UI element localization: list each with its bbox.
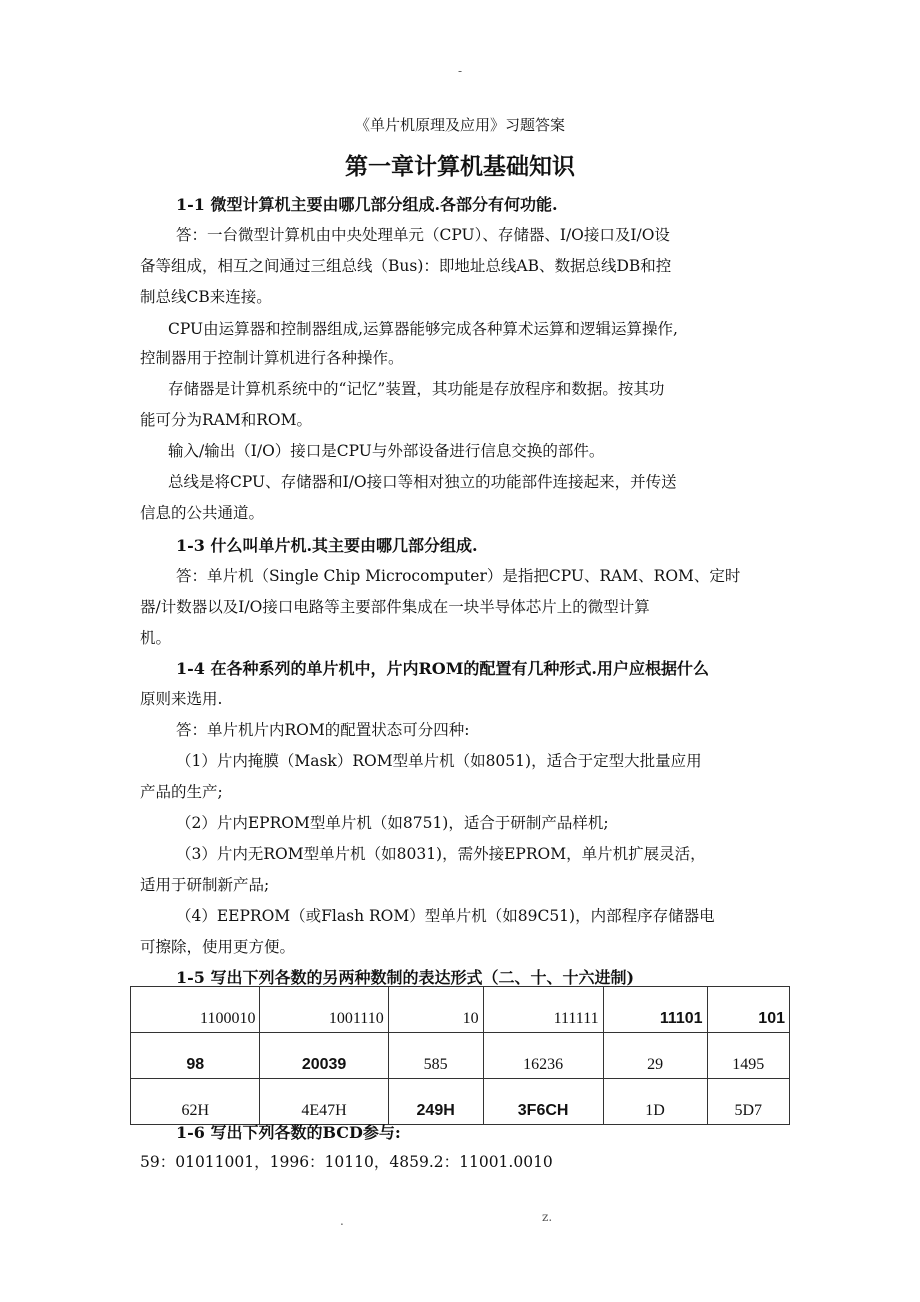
answer-1-6: 59：01011001，1996：10110，4859.2：11001.0010 [140, 1153, 553, 1171]
table-cell: 4E47H [260, 1079, 388, 1125]
cpu-paragraph-line2: 控制器用于控制计算机进行各种操作。 [140, 349, 404, 367]
table-cell: 16236 [483, 1033, 603, 1079]
bus-paragraph-line1: 总线是将CPU、存储器和I/O接口等相对独立的功能部件连接起来，并传送 [168, 473, 677, 491]
table-cell: 11101 [603, 987, 707, 1033]
footer-right-mark: z. [542, 1210, 553, 1224]
table-cell: 1100010 [131, 987, 260, 1033]
document-subtitle: 《单片机原理及应用》习题答案 [354, 116, 565, 134]
table-row [131, 1033, 790, 1079]
table-cell: 5D7 [707, 1079, 789, 1125]
table-cell: 111111 [483, 987, 603, 1033]
answer-1-4-item4-line1: （4）EEPROM（或Flash ROM）型单片机（如89C51)，内部程序存储器电 [176, 907, 715, 925]
page-header-mark: - [457, 64, 463, 78]
answer-1-3-line1: 答：单片机（Single Chip Microcomputer）是指把CPU、RAM、ROM、定时 [176, 567, 741, 585]
answer-1-4-item3-line1: （3）片内无ROM型单片机（如8031)，需外接EPROM，单片机扩展灵活， [176, 845, 706, 863]
table-cell: 98 [131, 1033, 260, 1079]
answer-1-4-item2: （2）片内EPROM型单片机（如8751)，适合于研制产品样机; [176, 814, 609, 832]
table-cell: 29 [603, 1033, 707, 1079]
question-1-4-line1: 1-4 在各种系列的单片机中，片内ROM的配置有几种形式.用户应根据什么 [176, 659, 709, 678]
answer-1-3-line3: 机。 [140, 629, 172, 647]
chapter-title: 第一章计算机基础知识 [345, 154, 575, 180]
question-1-1: 1-1 微型计算机主要由哪几部分组成.各部分有何功能. [176, 195, 558, 214]
question-1-5: 1-5 写出下列各数的另两种数制的表达形式（二、十、十六进制) [176, 968, 635, 987]
number-conversion-table [130, 986, 790, 1125]
answer-1-4-item3-line2: 适用于研制新产品; [140, 876, 270, 894]
table-cell: 249H [388, 1079, 483, 1125]
cpu-paragraph-line1: CPU由运算器和控制器组成,运算器能够完成各种算术运算和逻辑运算操作, [168, 320, 678, 338]
memory-paragraph-line2: 能可分为RAM和ROM。 [140, 411, 312, 429]
bus-paragraph-line2: 信息的公共通道。 [140, 504, 265, 522]
table-cell: 585 [388, 1033, 483, 1079]
answer-1-1-line1: 答：一台微型计算机由中央处理单元（CPU）、存储器、I/O接口及I/O设 [176, 226, 670, 244]
table-cell: 10 [388, 987, 483, 1033]
table-cell: 20039 [260, 1033, 388, 1079]
table-cell: 101 [707, 987, 789, 1033]
memory-paragraph-line1: 存储器是计算机系统中的“记忆”装置，其功能是存放程序和数据。按其功 [168, 380, 665, 398]
table-cell: 62H [131, 1079, 260, 1125]
table-cell: 1495 [707, 1033, 789, 1079]
answer-1-1-line2: 备等组成，相互之间通过三组总线（Bus)：即地址总线AB、数据总线DB和控 [140, 257, 672, 275]
answer-1-1-line3: 制总线CB来连接。 [140, 288, 272, 306]
table-cell: 1001110 [260, 987, 388, 1033]
footer-left-mark: . [340, 1214, 344, 1228]
question-1-3: 1-3 什么叫单片机.其主要由哪几部分组成. [176, 536, 478, 555]
question-1-4-line2: 原则来选用. [140, 690, 223, 708]
question-1-6: 1-6 写出下列各数的BCD参与: [176, 1123, 401, 1142]
answer-1-4-item1-line2: 产品的生产; [140, 783, 223, 801]
table-cell: 3F6CH [483, 1079, 603, 1125]
table-row [131, 1079, 790, 1125]
table-cell: 1D [603, 1079, 707, 1125]
io-paragraph: 输入/输出（I/O）接口是CPU与外部设备进行信息交换的部件。 [168, 442, 605, 460]
answer-1-3-line2: 器/计数器以及I/O接口电路等主要部件集成在一块半导体芯片上的微型计算 [140, 598, 650, 616]
table-row [131, 987, 790, 1033]
answer-1-4-item1-line1: （1）片内掩膜（Mask）ROM型单片机（如8051)，适合于定型大批量应用 [176, 752, 702, 770]
answer-1-4-item4-line2: 可擦除，使用更方便。 [140, 938, 296, 956]
answer-1-4-intro: 答：单片机片内ROM的配置状态可分四种: [176, 721, 470, 739]
